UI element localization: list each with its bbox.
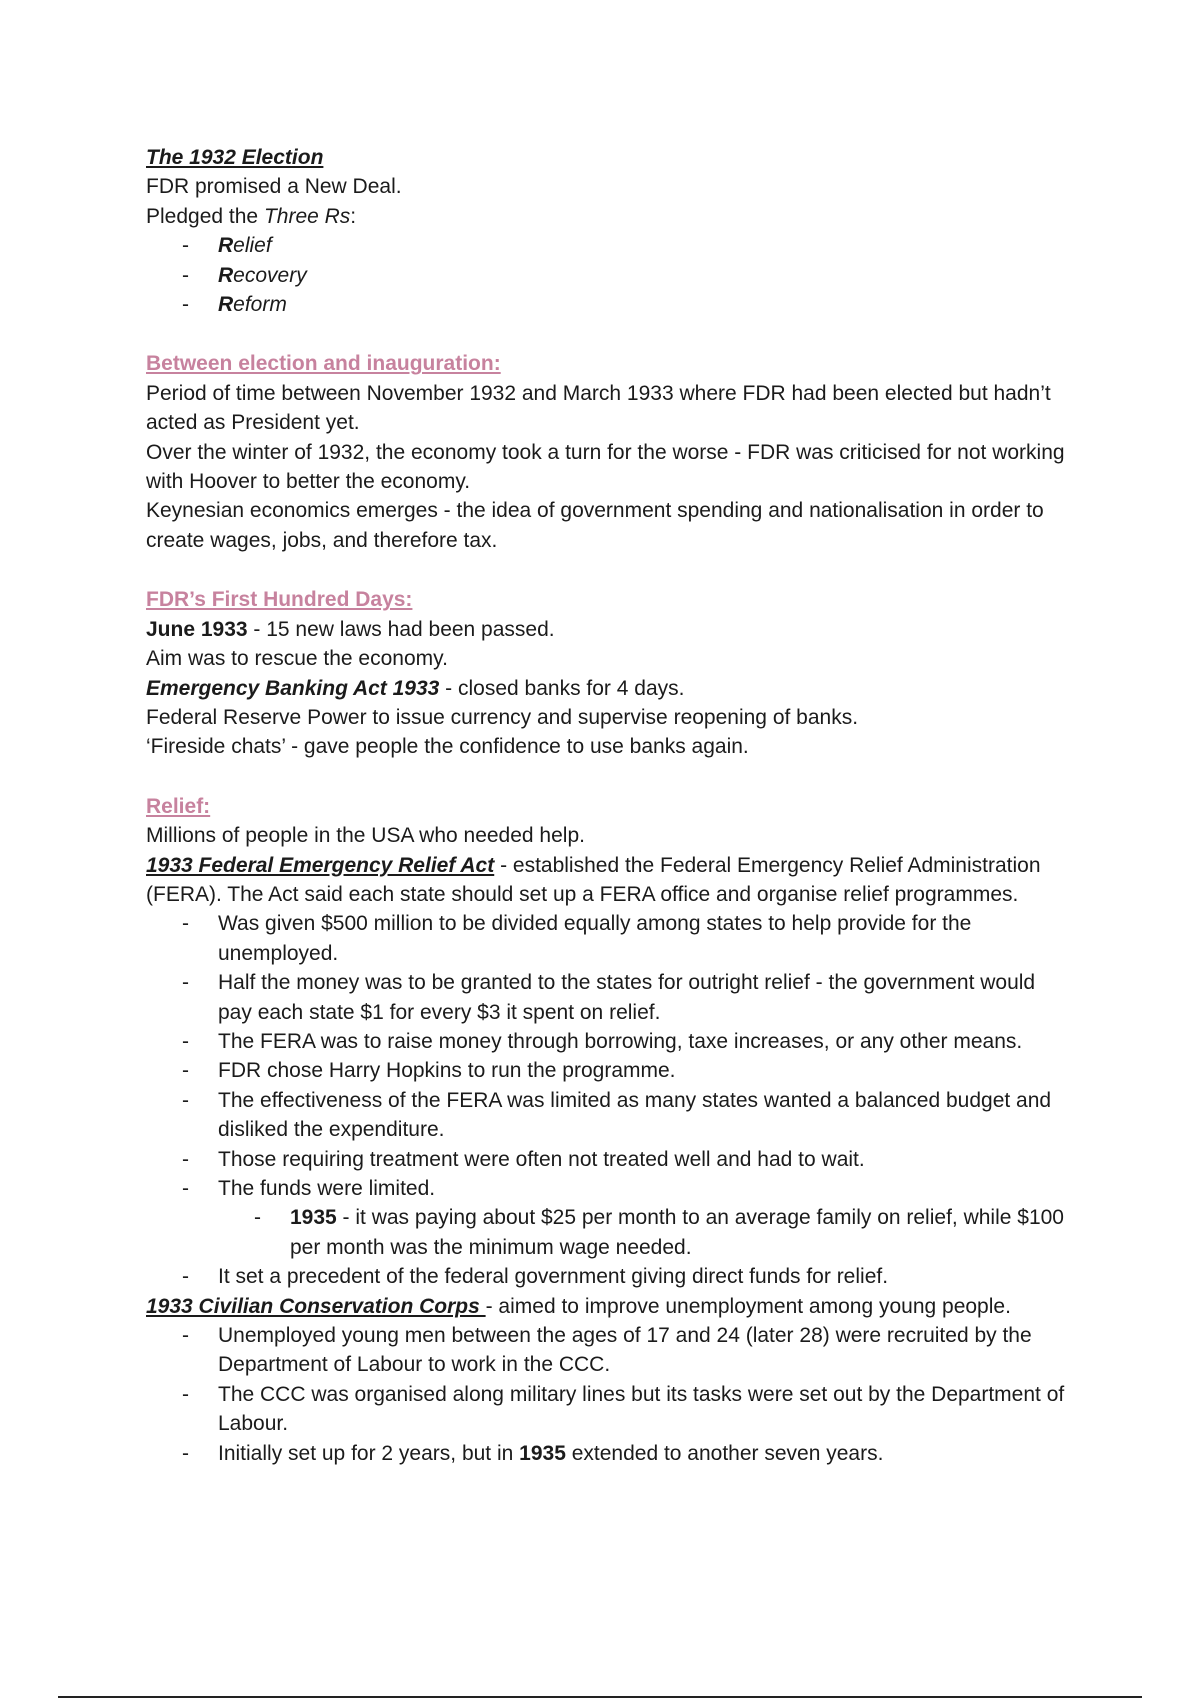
list-item: - Reform — [146, 290, 1066, 319]
ccc-bullet-list — [146, 1321, 1066, 1468]
ccc-paragraph: 1933 Civilian Conservation Corps - aimed to improve unemployment among young people. — [146, 1294, 1011, 1318]
page-bottom-divider — [58, 1696, 1142, 1698]
section-heading-hundred-days: FDR’s First Hundred Days: — [146, 588, 413, 612]
hundred-line-fireside: ‘Fireside chats’ - gave people the confidence to use banks again. — [146, 735, 749, 759]
fera-paragraph: 1933 Federal Emergency Relief Act - established the Federal Emergency Relief Administration (FERA). The Act said each state should set up a FERA office and organise relief programmes. — [146, 853, 1041, 906]
relief-line-millions: Millions of people in the USA who needed help. — [146, 824, 585, 848]
list-item: - The funds were limited. — [146, 1174, 1066, 1203]
fera-sub-list — [146, 1203, 1066, 1262]
list-item: - It set a precedent of the federal government giving direct funds for relief. — [146, 1262, 1066, 1291]
hundred-line-banking-act: Emergency Banking Act 1933 - closed banks for 4 days. — [146, 676, 685, 700]
fera-precedent-list — [146, 1262, 1066, 1291]
list-item: - Half the money was to be granted to the states for outright relief - the government would pay each state $1 for every $3 it spent on relief. — [146, 968, 1066, 1027]
election-line-new-deal: FDR promised a New Deal. — [146, 175, 402, 199]
list-item: - FDR chose Harry Hopkins to run the programme. — [146, 1056, 1066, 1085]
paragraph: Keynesian economics emerges - the idea of government spending and nationalisation in order to create wages, jobs, and therefore tax. — [146, 499, 1044, 552]
list-item: - The FERA was to raise money through borrowing, taxe increases, or any other means. — [146, 1027, 1066, 1056]
paragraph: Period of time between November 1932 and March 1933 where FDR had been elected but hadn’t acted as President yet. — [146, 381, 1051, 435]
document-page — [146, 143, 1066, 1468]
three-rs-list — [146, 231, 1066, 319]
list-item: - Relief — [146, 231, 1066, 260]
list-item: - Initially set up for 2 years, but in 1935 extended to another seven years. — [146, 1439, 1066, 1468]
hundred-line-aim: Aim was to rescue the economy. — [146, 647, 448, 671]
hundred-line-federal-reserve: Federal Reserve Power to issue currency and supervise reopening of banks. — [146, 705, 859, 729]
list-item: - Recovery — [146, 261, 1066, 290]
section-heading-relief: Relief: — [146, 794, 211, 818]
section-heading-election: The 1932 Election — [146, 146, 324, 169]
list-item: - Was given $500 million to be divided equally among states to help provide for the unemployed. — [146, 909, 1066, 968]
list-item: - Those requiring treatment were often not treated well and had to wait. — [146, 1145, 1066, 1174]
election-pledge-line: Pledged the Three Rs: — [146, 204, 357, 228]
list-item: - The effectiveness of the FERA was limited as many states wanted a balanced budget and disliked the expenditure. — [146, 1086, 1066, 1145]
fera-bullet-list — [146, 909, 1066, 1203]
hundred-line-june: June 1933 - 15 new laws had been passed. — [146, 617, 555, 641]
list-item: - The CCC was organised along military lines but its tasks were set out by the Department of Labour. — [146, 1380, 1066, 1439]
list-item: - Unemployed young men between the ages of 17 and 24 (later 28) were recruited by the Department of Labour to work in the CCC. — [146, 1321, 1066, 1380]
paragraph: Over the winter of 1932, the economy took a turn for the worse - FDR was criticised for not working with Hoover to better the economy. — [146, 440, 1065, 494]
list-item: - 1935 - it was paying about $25 per month to an average family on relief, while $100 per month was the minimum wage needed. — [146, 1203, 1066, 1262]
section-heading-between: Between election and inauguration: — [146, 352, 501, 376]
